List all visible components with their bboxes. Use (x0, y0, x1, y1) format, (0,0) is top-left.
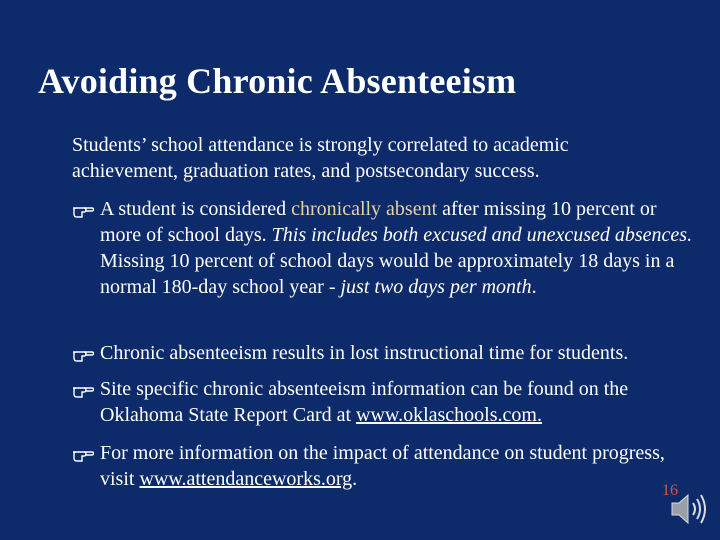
intro-paragraph: Students’ school attendance is strongly correlated to academic achievement, graduation rates, and postsecondary success. (72, 134, 569, 182)
bullet-text (100, 440, 697, 492)
bullet-text-part: A student is considered (100, 198, 292, 220)
pointing-hand-icon (72, 380, 94, 400)
bullet-text-part: Missing 10 percent of school days would be approximately 18 days in a normal 180-day school year - (100, 250, 675, 298)
bullet-text-part: Site specific chronic absenteeism information can be found on the Oklahoma State Report Card at (100, 378, 629, 426)
pointing-hand-icon (72, 200, 94, 220)
attendanceworks-link[interactable]: www.attendanceworks.org (139, 468, 353, 490)
two-days-per-month: just two days per month (340, 276, 532, 298)
bullet-text: Chronic absenteeism results in lost instructional time for students. (100, 342, 629, 364)
chronically-absent-term: chronically absent (291, 198, 438, 220)
bullet-text-part: For more information on the impact of attendance on student progress, visit (100, 442, 665, 490)
pointing-hand-icon (72, 444, 94, 464)
pointing-hand-icon (72, 344, 94, 364)
slide-title: Avoiding Chronic Absenteeism (38, 61, 517, 101)
bullet-attendance-works (72, 440, 697, 492)
bullet-report-card (72, 376, 697, 428)
excused-unexcused-note: This includes both excused and unexcused absences. (271, 224, 693, 246)
bullet-text-part: . (352, 468, 358, 490)
bullet-text (100, 376, 697, 428)
bullet-text-part: . (531, 276, 537, 298)
bullet-text (100, 196, 697, 300)
page-number: 16 (662, 482, 678, 499)
bullet-chronic-absence-definition (72, 196, 697, 300)
oklaschools-link[interactable]: www.oklaschools.com. (356, 404, 542, 426)
bullet-lost-instructional-time (72, 340, 697, 366)
bullet-text-part: after missing 10 percent or more of school days. (100, 198, 657, 246)
speaker-audio-icon[interactable] (666, 486, 712, 532)
